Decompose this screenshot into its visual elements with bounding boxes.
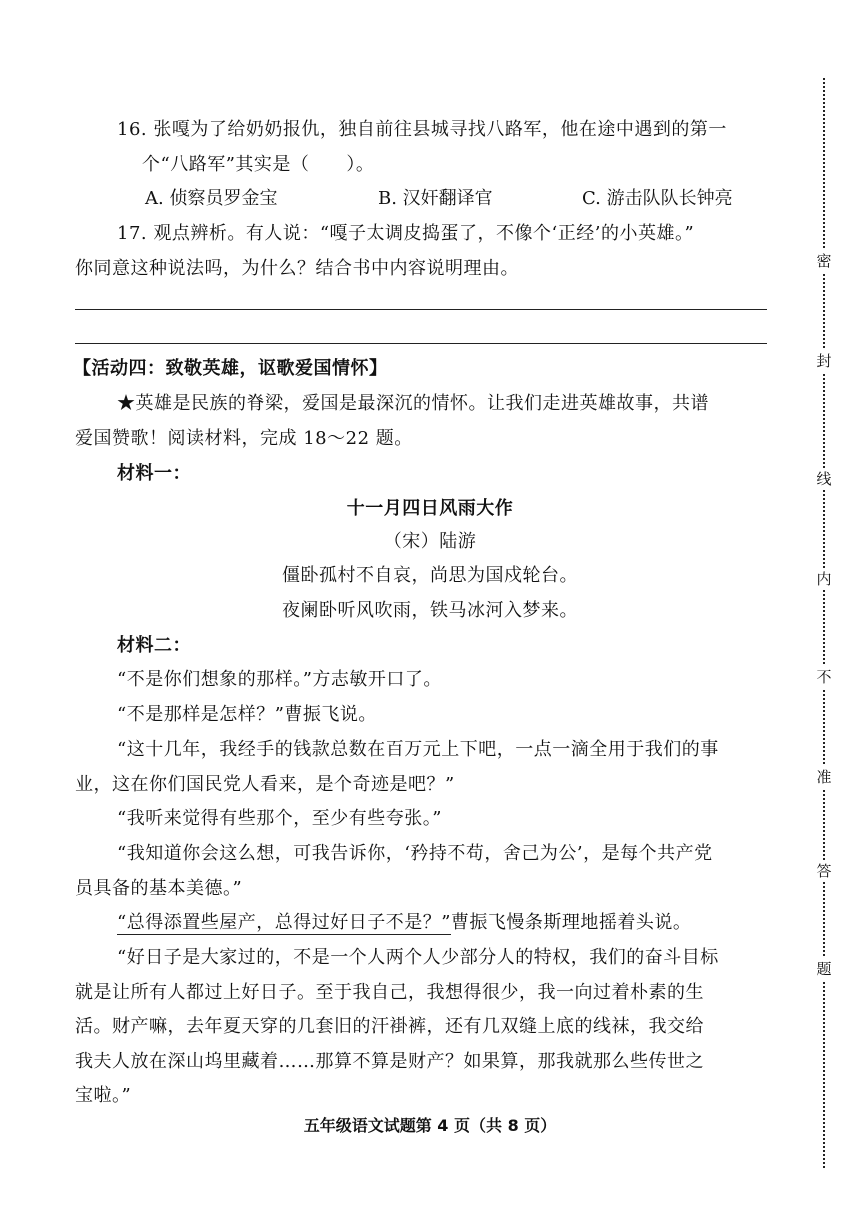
material2-paragraph-6 [117, 911, 691, 935]
poem-line-2: 夜阑卧听风吹雨，铁马冰河入梦来。 [282, 600, 578, 621]
seal-char-zhun: 准 [814, 766, 834, 788]
paragraph-6-rest: 曹振飞慢条斯理地摇着头说。 [450, 912, 692, 933]
q17-line1: 17. 观点辨析。有人说：“嘎子太调皮捣蛋了，不像个‘正经’的小英雄。” [117, 223, 695, 244]
seal-char-feng: 封 [814, 350, 834, 372]
answer-line-1 [75, 309, 767, 310]
seal-dotted-line [823, 78, 825, 1168]
poem-line-1: 僵卧孤村不自哀，尚思为国戍轮台。 [282, 565, 578, 586]
seal-char-bu: 不 [814, 666, 834, 688]
material2-paragraph-7-line1: “好日子是大家过的，不是一个人两个人少部分人的特权，我们的奋斗目标 [117, 947, 719, 968]
seal-char-mi: 密 [814, 250, 834, 272]
material2-paragraph-1: “不是你们想象的那样。”方志敏开口了。 [117, 669, 442, 690]
answer-line-2 [75, 343, 767, 344]
material2-paragraph-7-line2: 就是让所有人都过上好日子。至于我自己，我想得很少，我一向过着朴素的生 [75, 982, 704, 1003]
seal-line [814, 78, 834, 1168]
seal-char-nei: 内 [814, 568, 834, 590]
q17-line2: 你同意这种说法吗，为什么？结合书中内容说明理由。 [75, 258, 519, 279]
material2-paragraph-4: “我听来觉得有些那个，至少有些夸张。” [117, 808, 442, 829]
q16-line2: 个“八路军”其实是（ ）。 [142, 154, 375, 175]
page-footer: 五年级语文试题第 4 页（共 8 页） [303, 1116, 557, 1135]
poem-author: （宋）陆游 [383, 531, 477, 552]
seal-char-da: 答 [814, 860, 834, 882]
q16-option-c: C. 游击队队长钟亮 [582, 188, 733, 209]
activity-intro-line1: ★英雄是民族的脊梁，爱国是最深沉的情怀。让我们走进英雄故事，共谱 [117, 393, 709, 414]
material2-paragraph-7-line5: 宝啦。” [75, 1085, 132, 1106]
poem-title: 十一月四日风雨大作 [346, 498, 514, 519]
seal-char-xian: 线 [814, 468, 834, 490]
material2-label: 材料二： [117, 635, 191, 656]
q16-option-b: B. 汉奸翻译官 [378, 188, 493, 209]
q16-option-a: A. 侦察员罗金宝 [145, 188, 278, 209]
material1-label: 材料一： [117, 463, 191, 484]
material2-paragraph-7-line4: 我夫人放在深山坞里藏着……那算不算是财产？如果算，那我就那么些传世之 [75, 1051, 704, 1072]
activity-intro-line2: 爱国赞歌！阅读材料，完成 18～22 题。 [75, 428, 413, 449]
material2-paragraph-2: “不是那样是怎样？”曹振飞说。 [117, 704, 377, 725]
q16-line1: 16. 张嘎为了给奶奶报仇，独自前往县城寻找八路军，他在途中遇到的第一 [117, 119, 727, 140]
activity-title: 【活动四：致敬英雄，讴歌爱国情怀】 [73, 358, 388, 379]
material2-paragraph-5-line1: “我知道你会这么想，可我告诉你，‘矜持不苟，舍己为公’，是每个共产党 [117, 843, 713, 864]
material2-paragraph-5-line2: 员具备的基本美德。” [75, 878, 243, 899]
seal-char-ti: 题 [814, 958, 834, 980]
material2-paragraph-3-line1: “这十几年，我经手的钱款总数在百万元上下吧，一点一滴全用于我们的事 [117, 739, 719, 760]
material2-paragraph-3-line2: 业，这在你们国民党人看来，是个奇迹是吧？” [75, 774, 455, 795]
material2-paragraph-7-line3: 活。财产嘛，去年夏天穿的几套旧的汗褂裤，还有几双缝上底的线袜，我交给 [75, 1016, 704, 1037]
underlined-sentence: “总得添置些屋产，总得过好日子不是？” [117, 912, 451, 933]
